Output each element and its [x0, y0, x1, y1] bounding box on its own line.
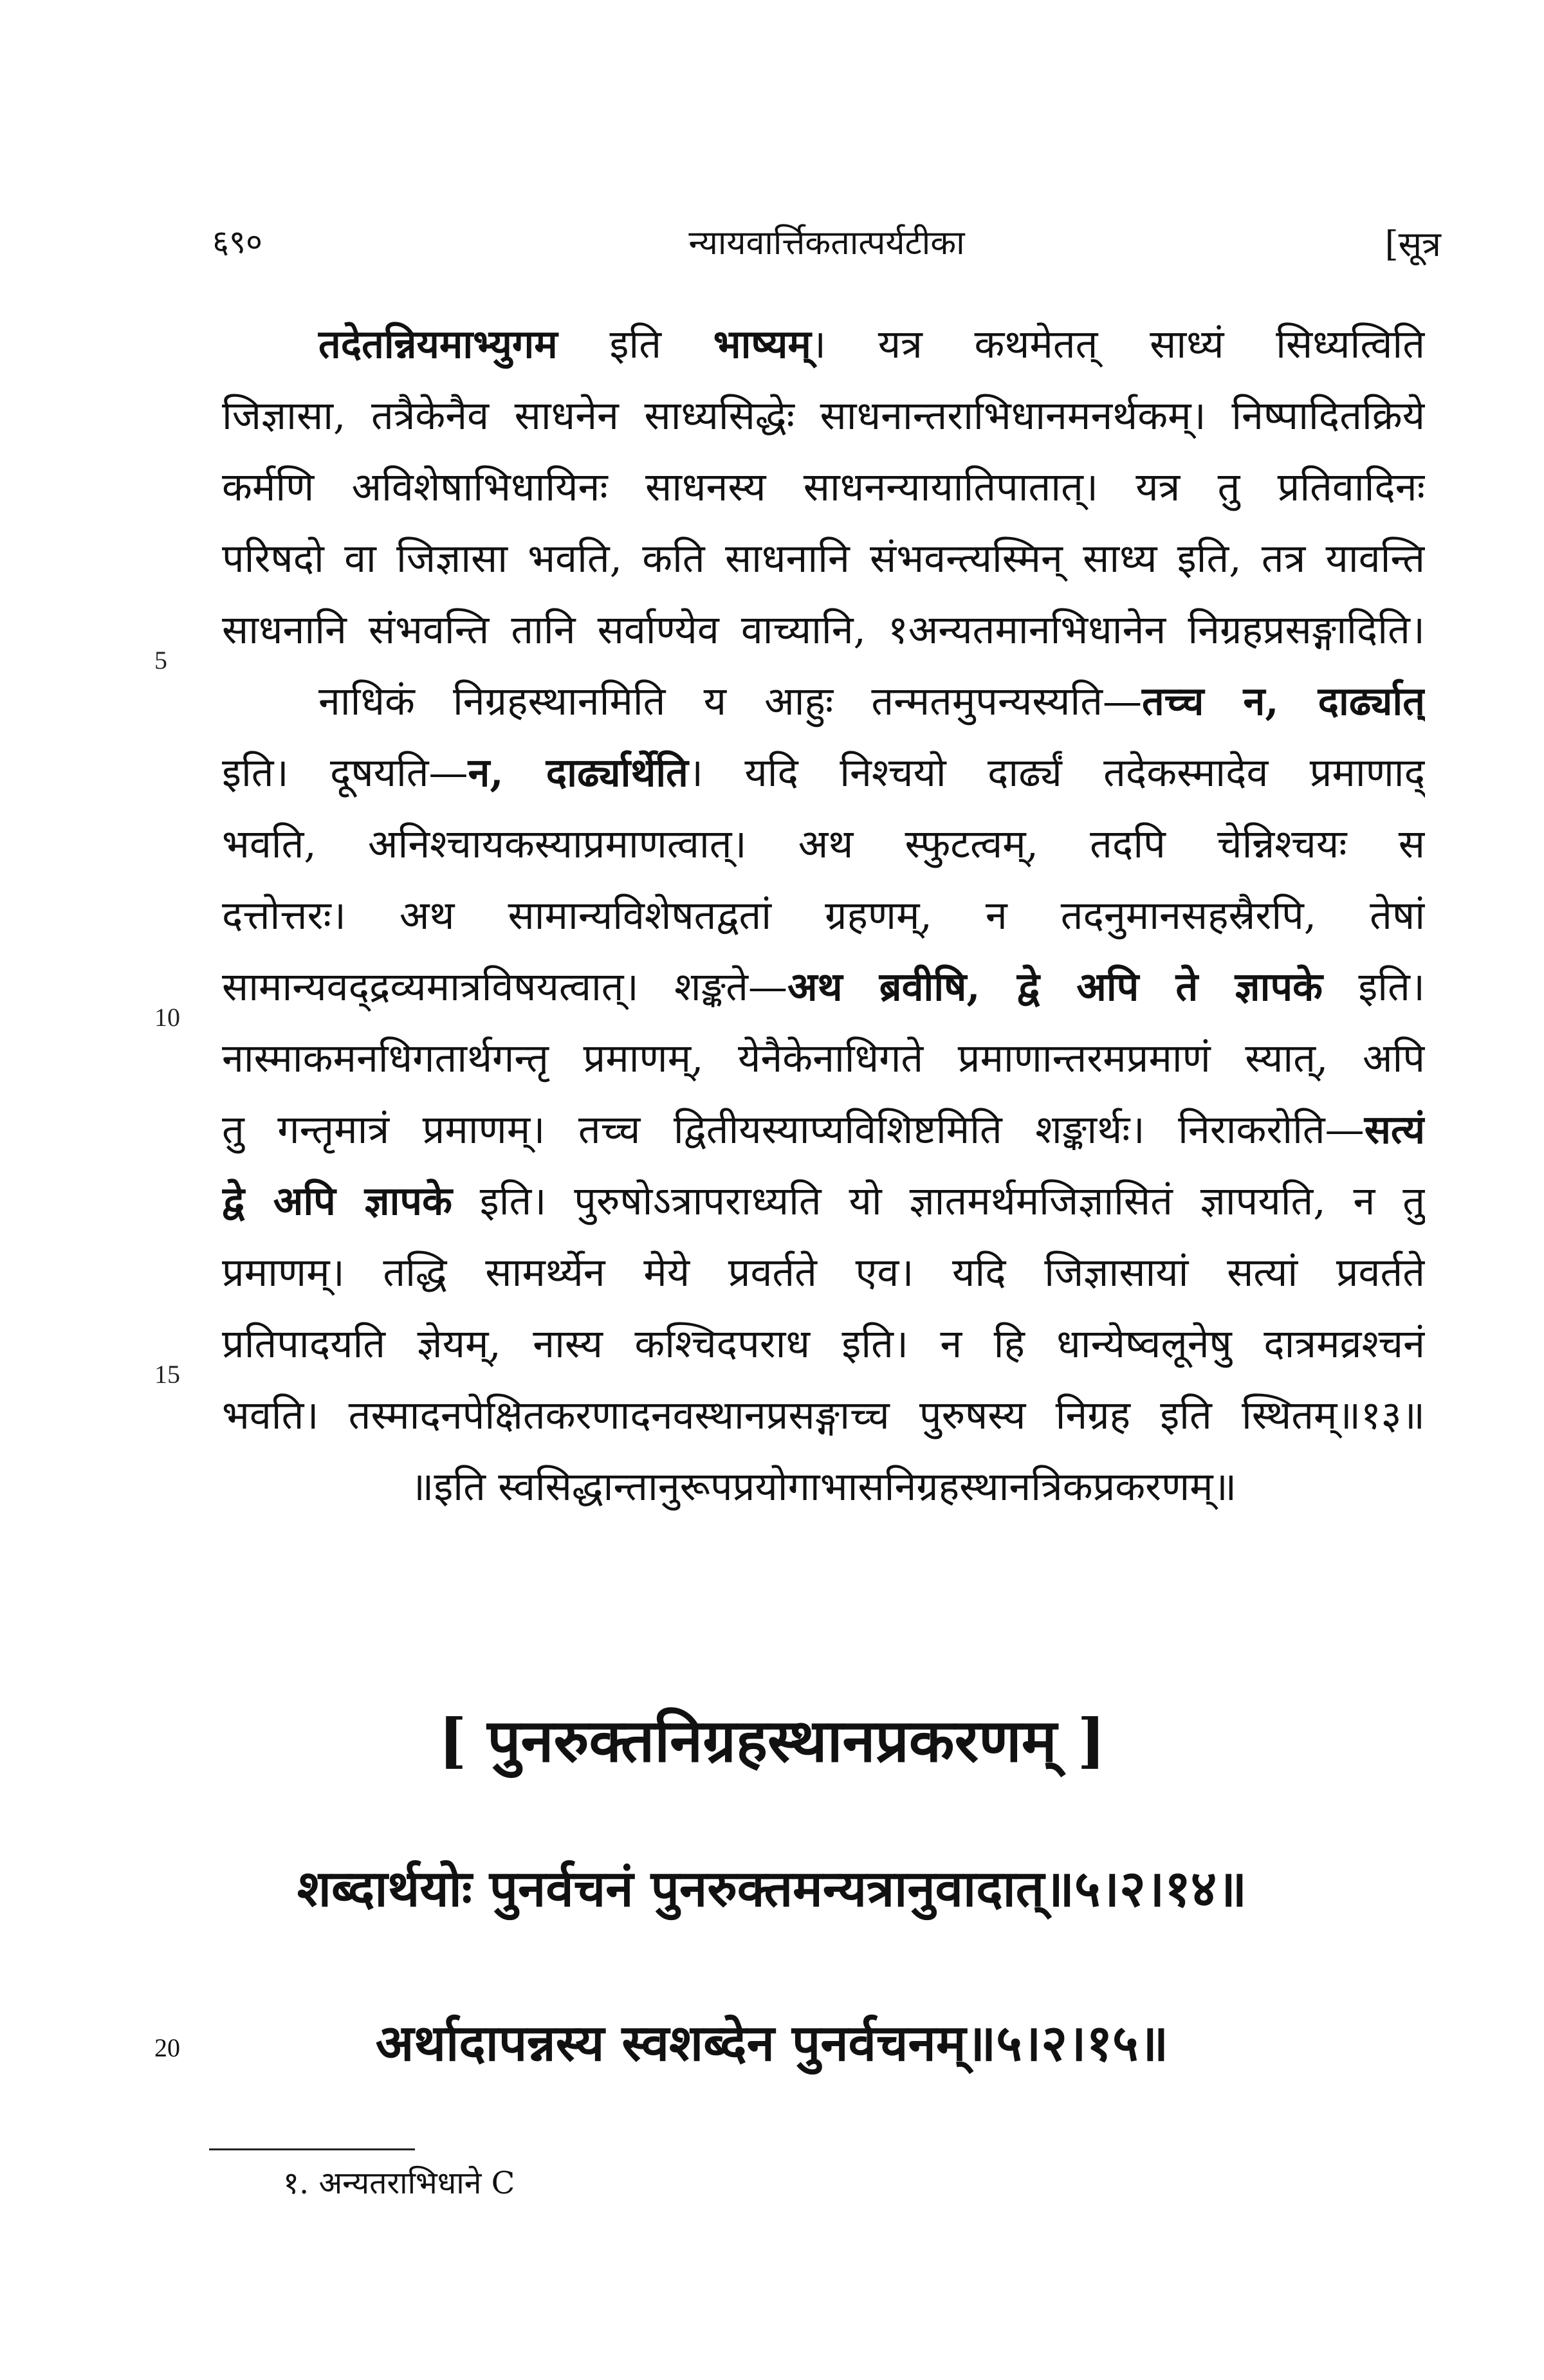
text-line-6 [222, 666, 1425, 737]
text-line-10 [222, 951, 1425, 1023]
section-heading: [ पुनरुक्तनिग्रहस्थानप्रकरणम् ] [438, 1706, 1106, 1775]
text-span: नाधिकं निग्रहस्थानमिति य आहुः तन्मतमुपन्यस्यति— [318, 679, 1142, 724]
text-span: सामान्यवद्द्रव्यमात्रविषयत्वात्। शङ्कते— [222, 964, 787, 1010]
running-title: न्यायवार्त्तिकतात्पर्यटीका [688, 224, 965, 262]
text-line-2: जिज्ञासा, तत्रैकेनैव साधनेन साध्यसिद्धेः साधनान्तराभिधानमनर्थकम्। निष्पादितक्रिये [222, 393, 1425, 439]
text-line-12 [222, 1094, 1425, 1166]
commentary-text [222, 309, 1425, 1523]
lemma-bold: तदेतन्नियमाभ्युगम [318, 322, 558, 367]
lemma-bold: सत्यं [1364, 1107, 1425, 1153]
line-number-20: 20 [154, 2033, 180, 2062]
text-line-9: दत्तोत्तरः। अथ सामान्यविशेषतद्वतां ग्रहणम्, न तदनुमानसहस्रैरपि, तेषां [222, 893, 1425, 938]
text-span: इति। पुरुषोऽत्रापराध्यति यो ज्ञातमर्थमजिज्ञासितं ज्ञापयति, न तु [452, 1178, 1425, 1224]
sutra-15: अर्थादापन्नस्य स्वशब्देन पुनर्वचनम्॥५।२।१५॥ [375, 2014, 1169, 2073]
text-line-17-colophon: ॥इति स्वसिद्धान्तानुरूपप्रयोगाभासनिग्रहस्थानत्रिकप्रकरणम्॥ [410, 1464, 1237, 1510]
line-number-15: 15 [154, 1360, 180, 1389]
text-line-5 [222, 594, 1425, 666]
text-line-1 [222, 309, 1425, 380]
text-line-11: नास्माकमनधिगतार्थगन्तृ प्रमाणम्, येनैकेनाधिगते प्रमाणान्तरमप्रमाणं स्यात्, अपि [222, 1036, 1425, 1081]
text-line-8: भवति, अनिश्चायकस्याप्रमाणत्वात्। अथ स्फुटत्वम्, तदपि चेन्निश्चयः स [222, 821, 1425, 867]
lemma-bold: अथ ब्रवीषि, द्वे अपि ते ज्ञापके [787, 964, 1323, 1010]
text-line-14: प्रमाणम्। तद्धि सामर्थ्येन मेये प्रवर्तते एव। यदि जिज्ञासायां सत्यां प्रवर्तते [222, 1250, 1425, 1295]
text-span: तु गन्तृमात्रं प्रमाणम्। तच्च द्वितीयस्याप्यविशिष्टमिति शङ्कार्थः। निराकरोति— [222, 1107, 1365, 1153]
text-line-13 [222, 1166, 1425, 1237]
lemma-bold: द्वे अपि ज्ञापके [222, 1178, 452, 1224]
section-mark: [सूत्र [1384, 224, 1441, 264]
page-header [212, 219, 1441, 277]
line-number-5: 5 [154, 646, 167, 675]
lemma-bold: न, दार्ढ्यार्थेति [468, 750, 688, 796]
lemma-bold: भाष्यम् [713, 322, 811, 367]
sutra-14: शब्दार्थयोः पुनर्वचनं पुनरुक्तमन्यत्रानुवादात्॥५।२।१४॥ [297, 1860, 1247, 1918]
text-line-15: प्रतिपादयति ज्ञेयम्, नास्य कश्चिदपराध इति। न हि धान्येष्वलूनेषु दात्रमव्रश्चनं [222, 1321, 1425, 1367]
text-span: । यदि निश्चयो दार्ढ्यं तदेकस्मादेव प्रमाणाद् [688, 750, 1425, 796]
text-line-16: भवति। तस्मादनपेक्षितकरणादनवस्थानप्रसङ्गाच्च पुरुषस्य निग्रह इति स्थितम्॥१३॥ [222, 1393, 1425, 1438]
text-span: इति [557, 322, 713, 367]
line-number-10: 10 [154, 1003, 180, 1032]
footnote: १. अन्यतराभिधाने C [283, 2165, 515, 2201]
text-span: साधनानि संभवन्ति तानि सर्वाण्येव वाच्यानि, १अन्यतमानभिधानेन निग्रहप्रसङ्गादिति। [222, 607, 1425, 653]
text-span: इति। [1322, 964, 1425, 1010]
text-line-4: परिषदो वा जिज्ञासा भवति, कति साधनानि संभवन्त्यस्मिन् साध्य इति, तत्र यावन्ति [222, 536, 1425, 581]
text-span: । यत्र कथमेतत् साध्यं सिध्यत्विति [811, 322, 1425, 367]
text-line-3: कर्मणि अविशेषाभिधायिनः साधनस्य साधनन्यायातिपातात्। यत्र तु प्रतिवादिनः [222, 464, 1425, 510]
text-span: इति। दूषयति— [222, 750, 468, 796]
page-number: ६९० [212, 223, 262, 261]
text-line-7 [222, 737, 1425, 809]
footnote-rule [209, 2148, 415, 2150]
lemma-bold: तच्च न, दार्ढ्यात् [1142, 679, 1425, 724]
